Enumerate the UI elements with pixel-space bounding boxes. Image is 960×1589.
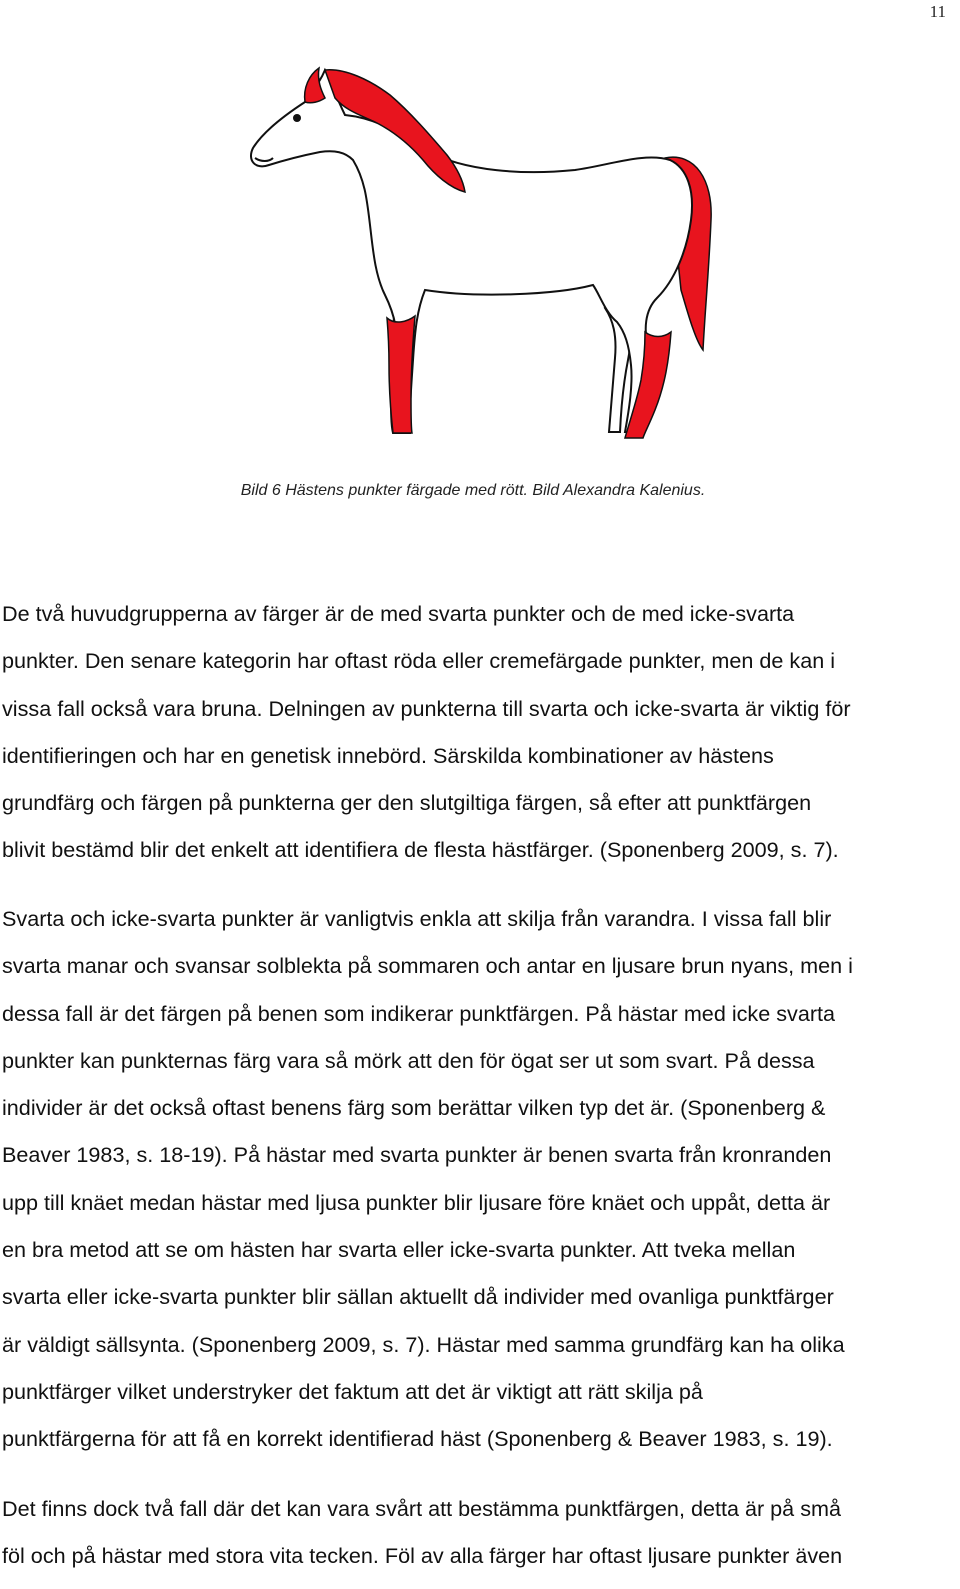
paragraph-line: Svarta och icke-svarta punkter är vanligtvis enkla att skilja från varandra. I vissa fall blir — [2, 906, 832, 931]
paragraph-line: blivit bestämd blir det enkelt att identifiera de flesta hästfärger. (Sponenberg 2009, s. 7). — [2, 837, 839, 863]
paragraph-3 — [2, 1485, 942, 1580]
paragraph-line: grundfärg och färgen på punkterna ger den slutgiltiga färgen, så efter att punktfärgen — [2, 790, 812, 816]
paragraph-2 — [2, 895, 942, 1463]
paragraph-line: punkter kan punkternas färg vara så mörk att den för ögat ser ut som svart. På dessa — [2, 1047, 815, 1073]
horse-body — [251, 70, 692, 433]
paragraph-line: De två huvudgrupperna av färger är de med svarta punkter och de med icke-svarta — [2, 601, 795, 626]
paragraph-line: föl och på hästar med stora vita tecken. Föl av alla färger har oftast ljusare punkter även — [2, 1543, 843, 1569]
horse-eye — [293, 114, 301, 122]
horse-illustration — [225, 40, 745, 450]
paragraph-line: upp till knäet medan hästar med ljusa punkter blir ljusare före knäet och uppåt, detta är — [2, 1189, 831, 1215]
page-number: 11 — [929, 2, 946, 21]
paragraph-line: dessa fall är det färgen på benen som indikerar punktfärgen. På hästar med icke svarta — [2, 1000, 836, 1026]
paragraph-line: punktfärger vilket understryker det faktum att det är viktigt att rätt skilja på — [2, 1378, 703, 1404]
paragraph-line: Det finns dock två fall där det kan vara svårt att bestämma punktfärgen, detta är på små — [2, 1496, 841, 1521]
horse-drawing — [225, 40, 745, 450]
paragraph-line: identifieringen och har en genetisk innebörd. Särskilda kombinationer av hästens — [2, 742, 774, 768]
paragraph-line: svarta manar och svansar solblekta på sommaren och antar en ljusare brun nyans, men i — [2, 953, 853, 979]
paragraph-line: punktfärgerna för att få en korrekt identifierad häst (Sponenberg & Beaver 1983, s. 19). — [2, 1426, 833, 1452]
paragraph-line: en bra metod att se om hästen har svarta eller icke-svarta punkter. Att tveka mellan — [2, 1237, 796, 1263]
paragraph-line: svarta eller icke-svarta punkter blir sällan aktuellt då individer med ovanliga punktfärger — [2, 1284, 834, 1310]
paragraph-line: punkter. Den senare kategorin har oftast röda eller cremefärgade punkter, men de kan i — [2, 648, 836, 674]
figure-caption: Bild 6 Hästens punkter färgade med rött. Bild Alexandra Kalenius. — [240, 482, 706, 499]
paragraph-1 — [2, 590, 942, 874]
paragraph-line: vissa fall också vara bruna. Delningen av punkterna till svarta och icke-svarta är viktig för — [2, 695, 851, 721]
paragraph-line: är väldigt sällsynta. (Sponenberg 2009, s. 7). Hästar med samma grundfärg kan ha olika — [2, 1331, 845, 1357]
paragraph-line: Beaver 1983, s. 18-19). På hästar med svarta punkter är benen svarta från kronranden — [2, 1142, 832, 1168]
paragraph-line: individer är det också oftast benens färg som berättar vilken typ det är. (Sponenberg & — [2, 1095, 826, 1121]
horse-front-leg-point — [387, 316, 415, 433]
